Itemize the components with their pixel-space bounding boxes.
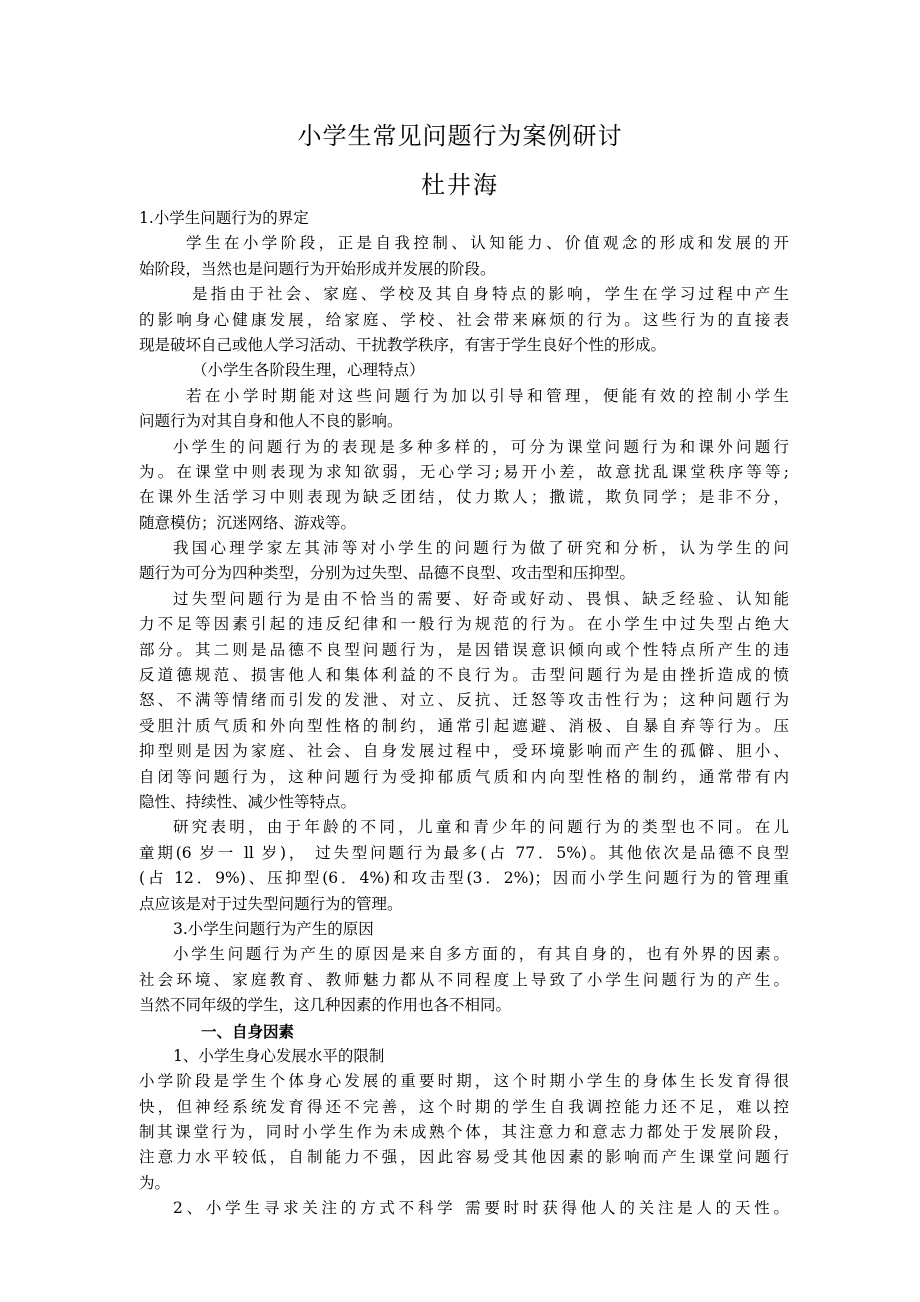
text-line: 问题行为对其自身和他人不良的影响。 bbox=[139, 412, 403, 431]
document-title: 小学生常见问题行为案例研讨 bbox=[297, 122, 623, 150]
text-line: 自闭等问题行为，这种问题行为受抑郁质气质和内向型性格的制约，通常带有内 bbox=[139, 767, 789, 786]
text-line: 隐性、持续性、减少性等特点。 bbox=[139, 792, 357, 811]
text-line: 我国心理学家左其沛等对小学生的问题行为做了研究和分析，认为学生的问 bbox=[173, 539, 789, 558]
text-line: 部分。其二则是品德不良型问题行为，是因错误意识倾向或个性特点所产生的违 bbox=[139, 640, 789, 659]
text-line: 力不足等因素引起的违反纪律和一般行为规范的行为。在小学生中过失型占绝大 bbox=[139, 615, 789, 634]
text-line: 注意力水平较低，自制能力不强，因此容易受其他因素的影响而产生课堂问题行 bbox=[139, 1148, 789, 1167]
text-line: 随意模仿；沉迷网络、游戏等。 bbox=[139, 513, 357, 532]
text-line: 社会环境、家庭教育、教师魅力都从不同程度上导致了小学生问题行为的产生。 bbox=[139, 970, 789, 989]
text-line: 若在小学时期能对这些问题行为加以引导和管理，便能有效的控制小学生 bbox=[186, 386, 789, 405]
text-line: 过失型问题行为是由不恰当的需要、好奇或好动、畏惧、缺乏经验、认知能 bbox=[173, 589, 789, 608]
text-line: 学生在小学阶段，正是自我控制、认知能力、价值观念的形成和发展的开 bbox=[186, 234, 789, 253]
section-heading: 1.小学生问题行为的界定 bbox=[139, 209, 309, 227]
text-line: 题行为可分为四种类型，分别为过失型、品德不良型、攻击型和压抑型。 bbox=[139, 564, 636, 583]
text-line: 快，但神经系统发育得还不完善，这个时期的学生自我调控能力还不足，难以控 bbox=[139, 1097, 789, 1116]
text-line: 为。在课堂中则表现为求知欲弱，无心学习;易开小差，故意扰乱课堂秩序等等; bbox=[139, 462, 789, 481]
subsection-heading: 一、自身因素 bbox=[201, 1021, 295, 1041]
text-line: （小学生各阶段生理，心理特点） bbox=[192, 361, 425, 380]
text-line: 现是破坏自己或他人学习活动、干扰教学秩序，有害于学生良好个性的形成。 bbox=[139, 335, 667, 354]
text-line: 点应该是对于过失型问题行为的管理。 bbox=[139, 894, 403, 913]
text-line: 怒、不满等情绪而引发的发泄、对立、反抗、迁怒等攻击性行为；这种问题行为 bbox=[139, 691, 789, 710]
text-line: 当然不同年级的学生，这几种因素的作用也各不相同。 bbox=[139, 996, 512, 1015]
text-line: 小学生的问题行为的表现是多种多样的，可分为课堂问题行为和课外问题行 bbox=[173, 437, 789, 456]
text-line: 在课外生活学习中则表现为缺乏团结，仗力欺人；撒谎，欺负同学；是非不分， bbox=[139, 488, 789, 507]
text-line: 的影响身心健康发展，给家庭、学校、社会带来麻烦的行为。这些行为的直接表 bbox=[139, 310, 789, 329]
text-line: 反道德规范、损害他人和集体利益的不良行为。击型问题行为是由挫折造成的愤 bbox=[139, 666, 789, 685]
text-line: 制其课堂行为，同时小学生作为未成熟个体，其注意力和意志力都处于发展阶段， bbox=[139, 1123, 789, 1142]
document-author: 杜井海 bbox=[421, 171, 499, 199]
text-line: 受胆汁质气质和外向型性格的制约，通常引起遮避、消极、自暴自弃等行为。压 bbox=[139, 716, 789, 735]
text-line: 为。 bbox=[139, 1173, 171, 1192]
text-line: 始阶段，当然也是问题行为开始形成并发展的阶段。 bbox=[139, 259, 496, 278]
text-line: 小学阶段是学生个体身心发展的重要时期，这个时期小学生的身体生长发育得很 bbox=[139, 1072, 789, 1091]
section-heading: 3.小学生问题行为产生的原因 bbox=[173, 919, 374, 938]
text-line: 1、小学生身心发展水平的限制 bbox=[173, 1046, 385, 1065]
text-line: 抑型则是因为家庭、社会、自身发展过程中，受环境影响而产生的孤僻、胆小、 bbox=[139, 742, 789, 761]
text-line: 研究表明，由于年龄的不同，儿童和青少年的问题行为的类型也不同。在儿 bbox=[173, 818, 789, 837]
text-line: 2、小学生寻求关注的方式不科学 需要时时获得他人的关注是人的天性。 bbox=[173, 1199, 789, 1218]
document-body bbox=[139, 206, 789, 1222]
text-line: 小学生问题行为产生的原因是来自多方面的，有其自身的，也有外界的因素。 bbox=[173, 945, 789, 964]
text-line: (占 12．9%)、压抑型(6．4%)和攻击型(3．2%)；因而小学生问题行为的管理重 bbox=[139, 869, 789, 888]
text-line: 童期(6 岁一 ll 岁)， 过失型问题行为最多(占 77．5%)。其他依次是品德不良型 bbox=[139, 843, 789, 862]
text-line: 是指由于社会、家庭、学校及其自身特点的影响，学生在学习过程中产生 bbox=[192, 285, 789, 304]
